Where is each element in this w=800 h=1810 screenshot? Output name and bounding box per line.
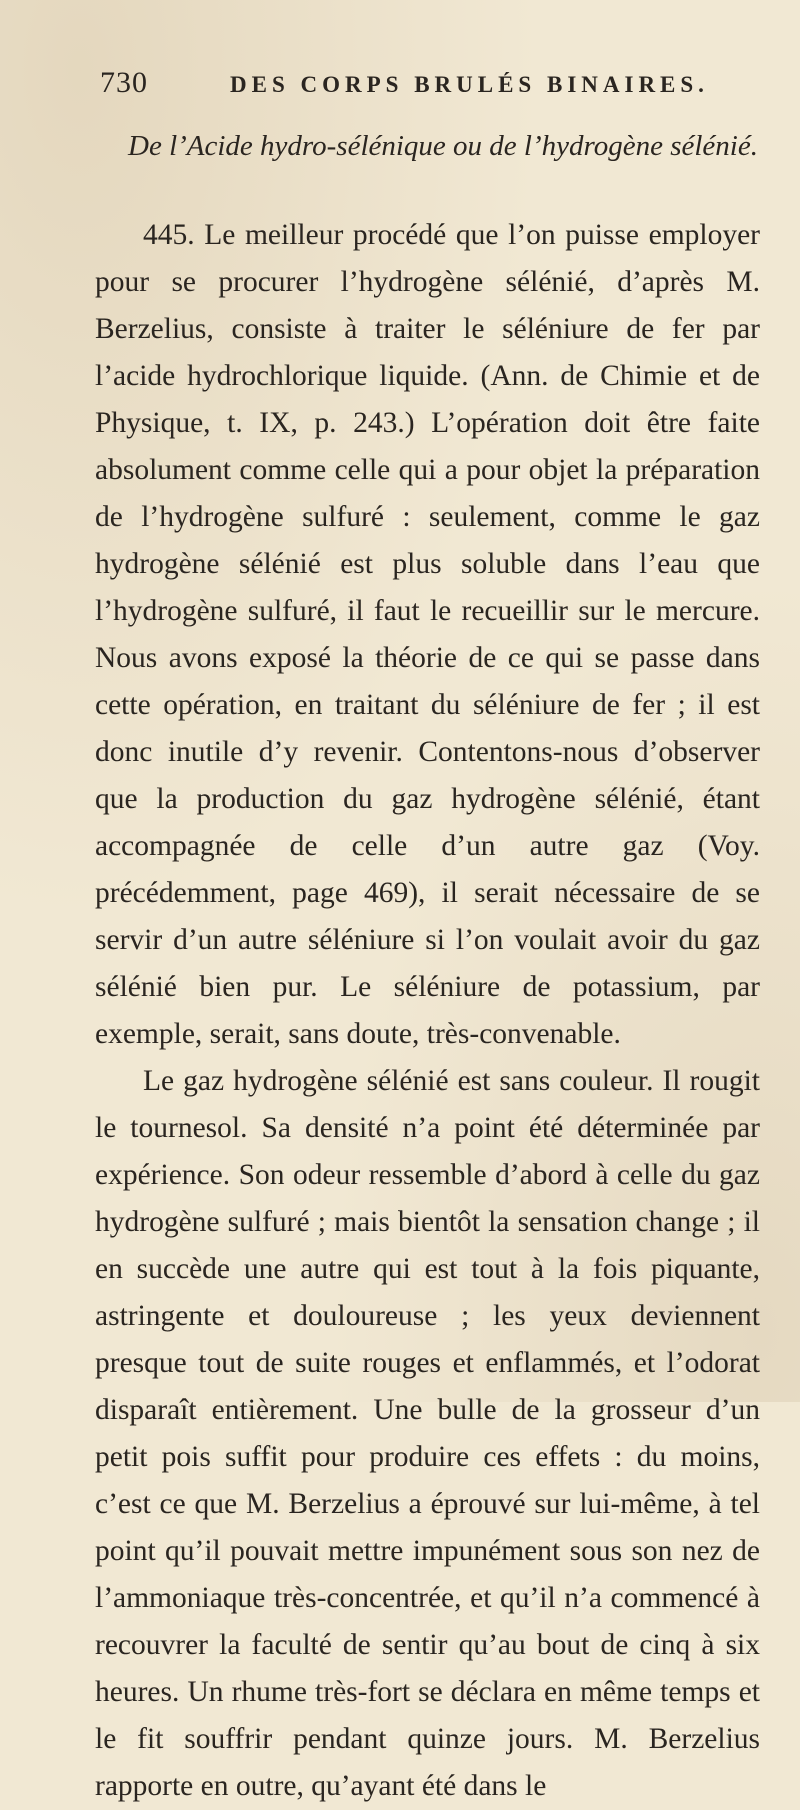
- running-title: DES CORPS BRULÉS BINAIRES.: [230, 72, 709, 97]
- section-heading: De l’Acide hydro-sélénique ou de l’hydrogène sélénié.: [128, 130, 758, 162]
- running-head: [100, 66, 760, 106]
- page-number: 730: [100, 66, 148, 99]
- paragraph-445: 445. Le meilleur procédé que l’on puisse employer pour se procurer l’hydrogène sélénié, d’après M. Berzelius, consiste à traiter le séléniure de fer par l’acide hydrochlorique liquide. (Ann. de Chimie et de Physique, t. IX, p. 243.) L’opération doit être faite absolument comme celle qui a pour objet la préparation de l’hydrogène sulfuré : seulement, comme le gaz hydrogène sélénié est plus soluble dans l’eau que l’hydrogène sulfuré, il faut le recueillir sur le mercure. Nous avons exposé la théorie de ce qui se passe dans cette opération, en traitant du séléniure de fer ; il est donc inutile d’y revenir. Contentons-nous d’observer que la production du gaz hydrogène sélénié, étant accompagnée de celle d’un autre gaz (Voy. précédemment, page 469), il serait nécessaire de se servir d’un autre séléniure si l’on voulait avoir du gaz sélénié bien pur. Le séléniure de potassium, par exemple, serait, sans doute, très-convenable.: [95, 219, 760, 1050]
- paragraph-properties: Le gaz hydrogène sélénié est sans couleur. Il rougit le tournesol. Sa densité n’a point été déterminée par expérience. Son odeur ressemble d’abord à celle du gaz hydrogène sulfuré ; mais bientôt la sensation change ; il en succède une autre qui est tout à la fois piquante, astringente et douloureuse ; les yeux deviennent presque tout de suite rouges et enflammés, et l’odorat disparaît entièrement. Une bulle de la grosseur d’un petit pois suffit pour produire ces effets : du moins, c’est ce que M. Berzelius a éprouvé sur lui-même, à tel point qu’il pouvait mettre impunément sous son nez de l’ammoniaque très-concentrée, et qu’il n’a commencé à recouvrer la faculté de sentir qu’au bout de cinq à six heures. Un rhume très-fort se déclara en même temps et le fit souffrir pendant quinze jours. M. Berzelius rapporte en outre, qu’ayant été dans le: [95, 1065, 760, 1802]
- body-text: [95, 212, 760, 1810]
